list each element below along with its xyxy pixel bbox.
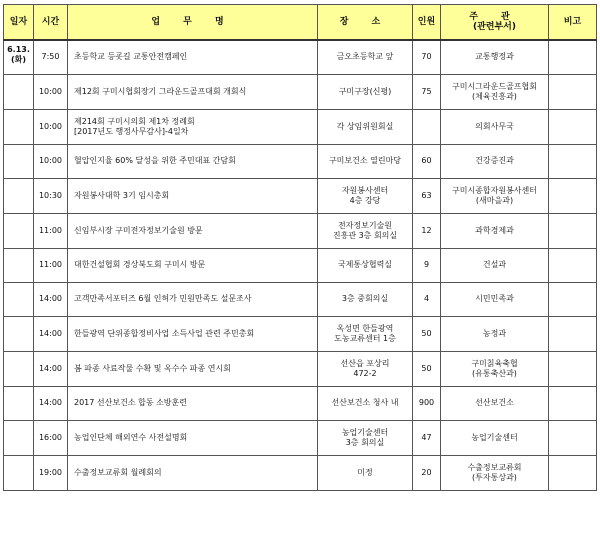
place-cell-line: 3층 회의실 xyxy=(345,437,385,447)
note-cell xyxy=(549,40,597,74)
note-cell xyxy=(549,74,597,109)
date-day: (화) xyxy=(10,55,27,64)
task-cell-line: 제12회 구미시협회장기 그라운드골프대회 개회식 xyxy=(74,86,247,96)
task-cell xyxy=(68,282,318,316)
dept-cell xyxy=(441,109,549,144)
dept-cell xyxy=(441,351,549,386)
date-cell-empty xyxy=(4,316,34,351)
count-cell: 20 xyxy=(413,455,441,490)
table-row xyxy=(4,109,597,144)
dept-cell-line: (새마을과) xyxy=(475,195,514,205)
count-cell: 75 xyxy=(413,74,441,109)
count-cell: 50 xyxy=(413,316,441,351)
dept-cell xyxy=(441,282,549,316)
note-cell xyxy=(549,420,597,455)
date-cell-empty xyxy=(4,282,34,316)
task-cell-line: 신임부시장 구미전자정보기술원 방문 xyxy=(74,225,203,235)
note-cell xyxy=(549,351,597,386)
table-body xyxy=(4,40,597,490)
task-cell xyxy=(68,455,318,490)
date-cell-empty xyxy=(4,178,34,213)
schedule-table xyxy=(3,4,597,491)
date-cell-empty xyxy=(4,420,34,455)
dept-cell xyxy=(441,455,549,490)
date-cell-empty xyxy=(4,455,34,490)
task-cell xyxy=(68,40,318,74)
task-cell xyxy=(68,213,318,248)
table-row xyxy=(4,144,597,178)
dept-cell-line: 의회사무국 xyxy=(475,121,514,131)
place-cell xyxy=(318,351,413,386)
place-cell xyxy=(318,455,413,490)
place-cell-line: 선산보건소 청사 내 xyxy=(331,398,399,407)
task-cell-line: 자원봉사대학 3기 임시총회 xyxy=(74,190,170,200)
place-cell xyxy=(318,109,413,144)
place-cell-line: 구미구장(신평) xyxy=(338,86,392,96)
task-cell-line: 초등학교 등굣길 교통안전캠페인 xyxy=(74,52,188,62)
task-cell-line: 한들광역 단위종합정비사업 소득사업 관련 주민총회 xyxy=(74,328,255,338)
time-cell: 14:00 xyxy=(34,386,68,420)
time-cell: 10:00 xyxy=(34,109,68,144)
place-cell xyxy=(318,316,413,351)
date-cell xyxy=(4,40,34,74)
note-cell xyxy=(549,386,597,420)
task-cell xyxy=(68,420,318,455)
time-cell: 14:00 xyxy=(34,282,68,316)
header-task: 업 무 명 xyxy=(68,5,318,41)
note-cell xyxy=(549,248,597,282)
header-time: 시간 xyxy=(34,5,68,41)
task-cell-line: 제214회 구미시의회 제1차 정례회 xyxy=(74,116,195,126)
date-cell-empty xyxy=(4,144,34,178)
time-cell: 7:50 xyxy=(34,40,68,74)
place-cell xyxy=(318,40,413,74)
dept-cell xyxy=(441,74,549,109)
header-place: 장 소 xyxy=(318,5,413,41)
table-header xyxy=(4,5,597,41)
count-cell: 900 xyxy=(413,386,441,420)
date-value: 6.13. xyxy=(7,45,30,54)
place-cell xyxy=(318,248,413,282)
place-cell-line: 도농교류센터 1층 xyxy=(334,333,396,343)
task-cell xyxy=(68,248,318,282)
time-cell: 14:00 xyxy=(34,316,68,351)
task-cell xyxy=(68,316,318,351)
dept-cell xyxy=(441,213,549,248)
dept-cell-line: 농정과 xyxy=(482,328,507,338)
time-cell: 10:30 xyxy=(34,178,68,213)
dept-cell-line: 구미칡육축협 xyxy=(471,358,518,368)
count-cell: 9 xyxy=(413,248,441,282)
place-cell-line: 전자정보기술원 xyxy=(337,220,393,230)
task-cell-line: 고객만족서포터즈 6월 인허가 민원만족도 설문조사 xyxy=(74,294,252,303)
note-cell xyxy=(549,282,597,316)
dept-cell-line: (투자통상과) xyxy=(472,472,517,482)
task-cell xyxy=(68,178,318,213)
place-cell-line: 4층 강당 xyxy=(349,195,381,205)
dept-cell xyxy=(441,248,549,282)
place-cell-line: 구미보건소 열린마당 xyxy=(328,156,402,165)
dept-cell-line: (유통축산과) xyxy=(472,368,517,378)
dept-cell xyxy=(441,178,549,213)
dept-cell-line: (체육진흥과) xyxy=(472,91,517,101)
task-cell xyxy=(68,74,318,109)
date-cell-empty xyxy=(4,386,34,420)
dept-cell xyxy=(441,144,549,178)
count-cell: 50 xyxy=(413,351,441,386)
task-cell xyxy=(68,386,318,420)
place-cell xyxy=(318,74,413,109)
table-row xyxy=(4,74,597,109)
place-cell-line: 자원봉사센터 xyxy=(341,185,389,195)
table-row xyxy=(4,178,597,213)
place-cell xyxy=(318,178,413,213)
time-cell: 11:00 xyxy=(34,248,68,282)
place-cell-line: 금오초등학교 앞 xyxy=(336,52,394,62)
place-cell-line: 미정 xyxy=(357,467,373,477)
note-cell xyxy=(549,213,597,248)
table-row xyxy=(4,455,597,490)
dept-cell xyxy=(441,316,549,351)
date-cell-empty xyxy=(4,248,34,282)
dept-cell-line: 교통행정과 xyxy=(475,52,514,62)
time-cell: 14:00 xyxy=(34,351,68,386)
place-cell xyxy=(318,282,413,316)
task-cell xyxy=(68,109,318,144)
dept-cell xyxy=(441,40,549,74)
place-cell-line: 농업기술센터 xyxy=(341,427,389,437)
note-cell xyxy=(549,144,597,178)
date-cell-empty xyxy=(4,213,34,248)
header-count: 인원 xyxy=(413,5,441,41)
table-row xyxy=(4,386,597,420)
place-cell-line: 국제통상협력실 xyxy=(337,260,393,269)
note-cell xyxy=(549,109,597,144)
note-cell xyxy=(549,178,597,213)
count-cell: 4 xyxy=(413,282,441,316)
count-cell: 12 xyxy=(413,213,441,248)
table-row xyxy=(4,420,597,455)
note-cell xyxy=(549,455,597,490)
time-cell: 10:00 xyxy=(34,144,68,178)
dept-cell-line: 건설과 xyxy=(482,260,507,269)
dept-cell-line: 과학경제과 xyxy=(475,225,514,235)
table-row xyxy=(4,282,597,316)
count-cell: 63 xyxy=(413,178,441,213)
date-cell-empty xyxy=(4,74,34,109)
note-cell xyxy=(549,316,597,351)
place-cell-line: 472-2 xyxy=(353,368,377,378)
task-cell-line: 봄 파종 사료작물 수확 및 옥수수 파종 연시회 xyxy=(74,363,231,373)
header-dept: 주 관 (관련부서) xyxy=(441,5,549,41)
table-row xyxy=(4,351,597,386)
count-cell: 60 xyxy=(413,144,441,178)
table-row xyxy=(4,213,597,248)
time-cell: 19:00 xyxy=(34,455,68,490)
task-cell-line: 2017 선산보건소 합동 소방훈련 xyxy=(74,398,187,407)
dept-cell xyxy=(441,386,549,420)
time-cell: 10:00 xyxy=(34,74,68,109)
dept-cell xyxy=(441,420,549,455)
table-row xyxy=(4,316,597,351)
dept-cell-line: 농업기술센터 xyxy=(471,432,518,442)
header-date: 일자 xyxy=(4,5,34,41)
count-cell xyxy=(413,109,441,144)
task-cell-line: 대한건설협회 경상북도회 구미시 방문 xyxy=(74,260,206,269)
dept-cell-line: 수출정보교류회 xyxy=(467,462,522,472)
place-cell xyxy=(318,420,413,455)
dept-cell-line: 시민민족과 xyxy=(475,294,514,303)
task-cell-line: [2017년도 행정사무감사]-4일차 xyxy=(74,126,189,136)
place-cell-line: 진흥관 3층 회의실 xyxy=(332,230,398,240)
place-cell-line: 선산읍 포상리 xyxy=(340,358,390,368)
count-cell: 70 xyxy=(413,40,441,74)
dept-cell-line: 선산보건소 xyxy=(475,398,514,407)
count-cell: 47 xyxy=(413,420,441,455)
task-cell xyxy=(68,144,318,178)
header-note: 비고 xyxy=(549,5,597,41)
task-cell-line: 농업인단체 해외연수 사전설명회 xyxy=(74,432,188,442)
place-cell xyxy=(318,386,413,420)
place-cell-line: 3층 중회의실 xyxy=(341,294,389,303)
dept-cell-line: 건강증진과 xyxy=(475,156,514,165)
table-row xyxy=(4,40,597,74)
place-cell-line: 옥성면 한들광역 xyxy=(336,323,394,333)
schedule-sheet xyxy=(3,4,596,491)
place-cell-line: 각 상임위원회실 xyxy=(336,121,394,131)
date-cell-empty xyxy=(4,351,34,386)
table-row xyxy=(4,248,597,282)
time-cell: 16:00 xyxy=(34,420,68,455)
task-cell xyxy=(68,351,318,386)
task-cell-line: 혈압인지율 60% 달성을 위한 주민대표 간담회 xyxy=(74,156,236,165)
time-cell: 11:00 xyxy=(34,213,68,248)
place-cell xyxy=(318,144,413,178)
place-cell xyxy=(318,213,413,248)
dept-cell-line: 구미시종합자원봉사센터 xyxy=(451,185,537,195)
date-cell-empty xyxy=(4,109,34,144)
dept-cell-line: 구미시그라운드골프협회 xyxy=(451,81,537,91)
task-cell-line: 수출정보교류회 월례회의 xyxy=(74,467,162,477)
